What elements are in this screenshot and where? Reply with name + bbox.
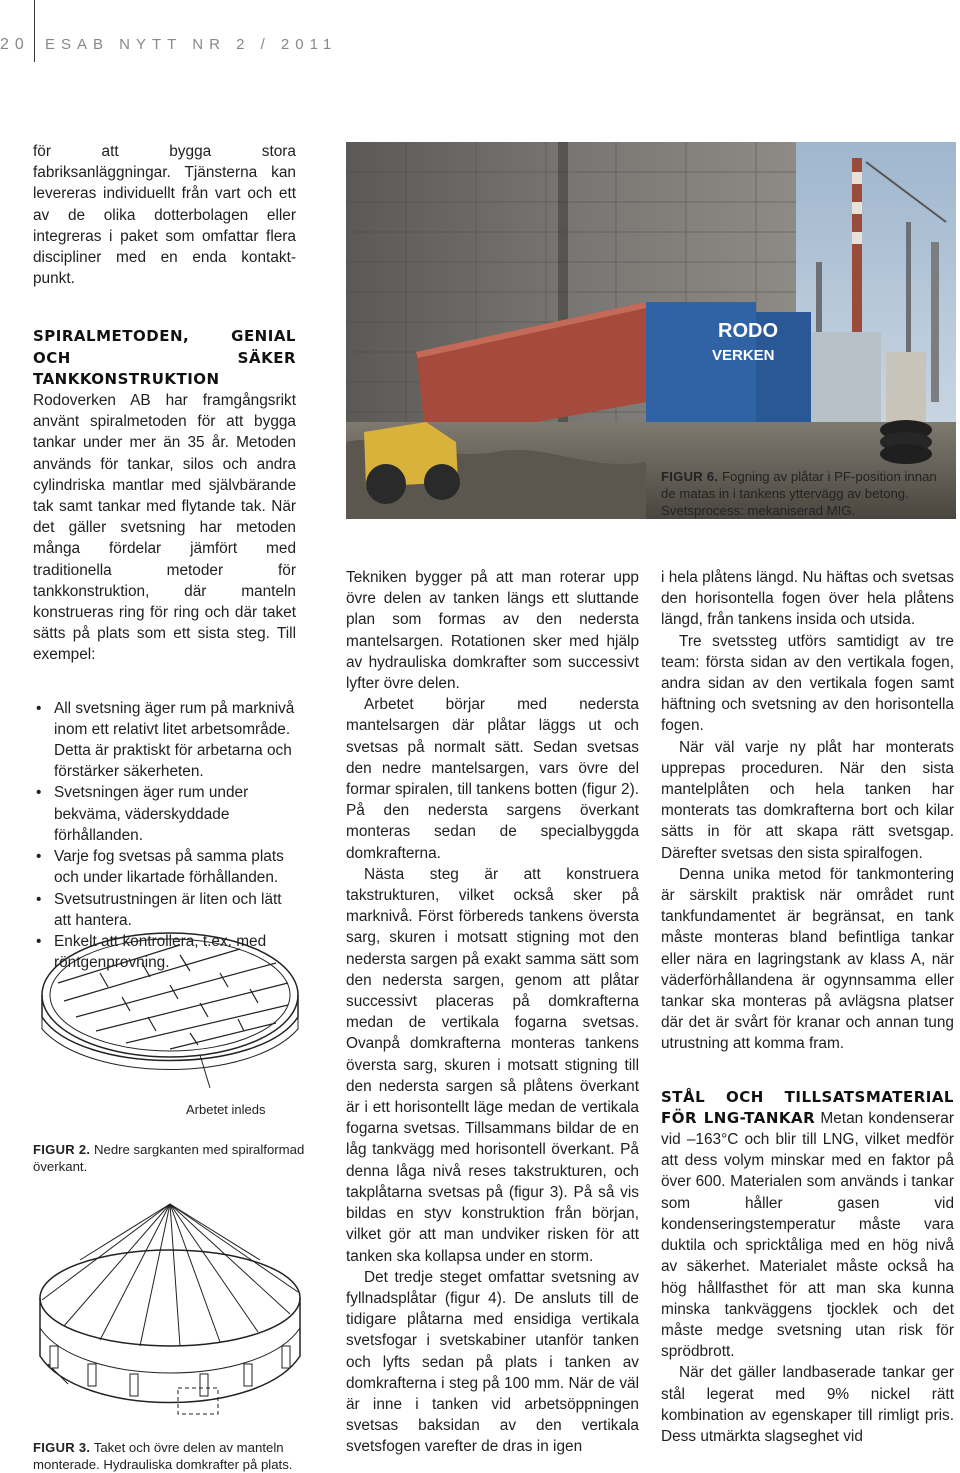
- figure2-drawing: [30, 905, 310, 1120]
- shell-ring: [40, 1328, 300, 1373]
- tyre-stack: [880, 420, 932, 464]
- steel-section: [661, 1087, 954, 1363]
- intro-paragraph: för att bygga stora fabriksanläggningar. Tjänsterna kan levereras individuellt från vart och ett av de olika dotterbolagen eller integreras i paket som omfattar flera discipliner med en enda kontakt-punkt.: [33, 143, 296, 288]
- figure2-caption: [33, 1141, 313, 1175]
- figure6-caption-text: Fogning av plåtar i PF-position innan de matas in i tankens yttervägg av betong. Svetsprocess: mekaniserad MIG.: [661, 469, 937, 518]
- header-rule: [34, 0, 35, 62]
- roof-ribs: [42, 1204, 298, 1346]
- list-item: • Varje fog svetsas på samma plats och under likartade förhållanden.: [33, 846, 296, 888]
- annotation-leader: [200, 1055, 210, 1088]
- figure6-label: FIGUR 6.: [661, 469, 719, 484]
- middle-paragraph-3: Nästa steg är att konstruera takstrukturen, vilket också sker på marknivå. Först förbereds tankens översta sarg, skuren i motsatt stigning mot den nedersta sargen på exakt samma sätt som den nedersta sargen, genom att plåtar successivt placeras på domkrafterna medan de vertikala fogarna svetsas. Ovanpå domkrafterna monteras tankens översta sarg, skuren i motsatt stigning till den nedersta sargen så plåtens överkant är i ett horisontellt läge medan de vertikala fogarna svetsas. Tillsammans bildar de en låg tankvägg med horisontell överkant. På denna låga nivå reses takstrukturen, och takplåtarna svetsas på (figur 3). På så vis bildas en styv konstruktion från början, vilket gör att man undviker risken för att tanken ska kollapsa under en storm.: [346, 865, 639, 1265]
- page-number: 20: [0, 36, 30, 53]
- tank-shell: [40, 1298, 300, 1403]
- figure2-label: FIGUR 2.: [33, 1142, 91, 1157]
- construction-site-photo: [346, 142, 956, 519]
- right-paragraph-3: När väl varje ny plåt har monterats upprepas proceduren. När den sista mantelplåten och hela tanken har monterats tas domkrafterna bort och kilar sätts in för att skapa rätt svetsgap. Därefter svetsas den sista spiralfogen.: [661, 738, 954, 862]
- middle-column: [346, 567, 639, 1458]
- right-paragraph-1: i hela plåtens längd. Nu häftas och svetsas den horisontella fogen över hela plåtens längd, från tankens insida och utsida.: [661, 569, 954, 629]
- figure2-annotation: Arbetet inleds: [186, 1102, 266, 1117]
- spiral-heading: SPIRALMETODEN, GENIAL OCH SÄKER TANKKONSTRUKTION: [33, 327, 296, 388]
- figure3-caption: [33, 1439, 323, 1473]
- bottom-plates: [58, 945, 288, 1049]
- figure3-label: FIGUR 3.: [33, 1440, 91, 1455]
- figure6-caption: [661, 468, 953, 519]
- spiral-section: [33, 326, 296, 665]
- right-column: [661, 567, 954, 1447]
- steel-text: Metan kondenserar vid –163°C och blir till LNG, vilket medför att dess volym minskar med en faktor på över 600. Materialen som används i tankar som håller gasen vid kondenseringstemperatur måste vara duktila och spricktåliga med en hög nivå av säkerhet. Materialet måste också ha hög hållfasthet för att man ska kunna minska tankväggens tjocklek och det måste medge svetsning utan risk för sprödbrott.: [661, 1109, 954, 1361]
- steel-heading: STÅL OCH TILLSATSMATERIAL FÖR LNG-TANKAR: [661, 1087, 954, 1127]
- figure2-caption-text: Nedre sargkanten med spiralformad överkant.: [33, 1142, 305, 1174]
- list-item: • Svetsutrustningen är liten och lätt att hantera.: [33, 889, 296, 931]
- figure6-photo: [346, 142, 956, 519]
- tank-ring-edge: [42, 1017, 298, 1070]
- right-paragraph-4: Denna unika metod för tankmontering är särskilt praktisk när området runt tankfundamentet är begränsat, en tank måste monteras bland befintliga tankar eller nära en lagringstank av klass A, när väderförhållandena är ogynnsamma eller tankar ska monteras på avlägsna platser där det är svårt för kranar och annan tung utrustning att komma fram.: [661, 865, 954, 1053]
- list-item: • Svetsningen äger rum under bekväma, väderskyddade förhållanden.: [33, 782, 296, 846]
- left-column: [33, 141, 296, 973]
- middle-paragraph-4: Det tredje steget omfattar svetsning av fyllnadsplåtar (figur 4). De ansluts till de tidigare plåtarna med ensidiga vertikala svetsfogar i svetskabiner utanför tanken och lyfts sedan på plats i tanken av domkrafterna i steg på 100 mm. När de väl är inne i tanken vid arbetsöppningen svetsas baksidan av den vertikala svetsfogen varefter de dras in igen: [346, 1268, 639, 1456]
- list-item: • Enkelt att kontrollera, t.ex. med röntgenprovning.: [33, 931, 296, 973]
- middle-paragraph-2: Arbetet börjar med nedersta mantelsargen där plåtar läggs ut och svetsas på normalt sätt. Sedan svetsas den nedre mantelsargen, vars övre del formar spiralen, till tankens botten (figur 2). På den nedersta sargens överkant monteras sedan de specialbyggda domkrafterna.: [346, 696, 639, 862]
- right-last-paragraph: När det gäller landbaserade tankar ger stål legerat med 9% nickel rätt kombination av egenskaper till rimligt pris. Dess utmärkta slagseghet vid: [661, 1364, 954, 1445]
- roof-ellipse: [40, 1250, 300, 1346]
- sign-text-2: VERKEN: [712, 347, 775, 364]
- spiral-text: Rodoverken AB har framgångsrikt använt spiralmetoden för att bygga tankar under mer än 35 år. Metoden används för tankar, silos och andra cylindriska mantlar med självbärande tak samt tankar med flytande tak. När det gäller svetsning har metoden många fördelar jämfört med traditionella metoder för tankkonstruktion, där manteln konstrueras ring för ring och där taket sätts på plats som ett sista steg. Till exempel:: [33, 392, 296, 664]
- middle-paragraph-1: Tekniken bygger på att man roterar upp övre delen av tanken längs ett sluttande plan som formas av den nedersta mantelsargen. Rotationen sker med hjälp av hydrauliska domkrafter som successivt lyfter övre delen.: [346, 569, 639, 693]
- figure3-drawing: [30, 1188, 310, 1428]
- tank-bottom-ellipse: [42, 933, 298, 1057]
- right-paragraph-2: Tre svetssteg utförs samtidigt av tre team: första sidan av den vertikala fogen, andra sidan av den vertikala fogen samt häftning och svetsning av den horisontella fogen.: [661, 632, 954, 735]
- magazine-issue: ESAB NYTT NR 2 / 2011: [45, 36, 338, 53]
- sign-text-1: RODO: [718, 320, 778, 342]
- figure3-caption-text: Taket och övre delen av manteln monterade. Hydrauliska domkrafter på plats.: [33, 1440, 293, 1472]
- list-item: • All svetsning äger rum på marknivå inom ett relativt litet arbetsområde. Detta är praktiskt för arbetarna och förstärker säkerheten.: [33, 698, 296, 783]
